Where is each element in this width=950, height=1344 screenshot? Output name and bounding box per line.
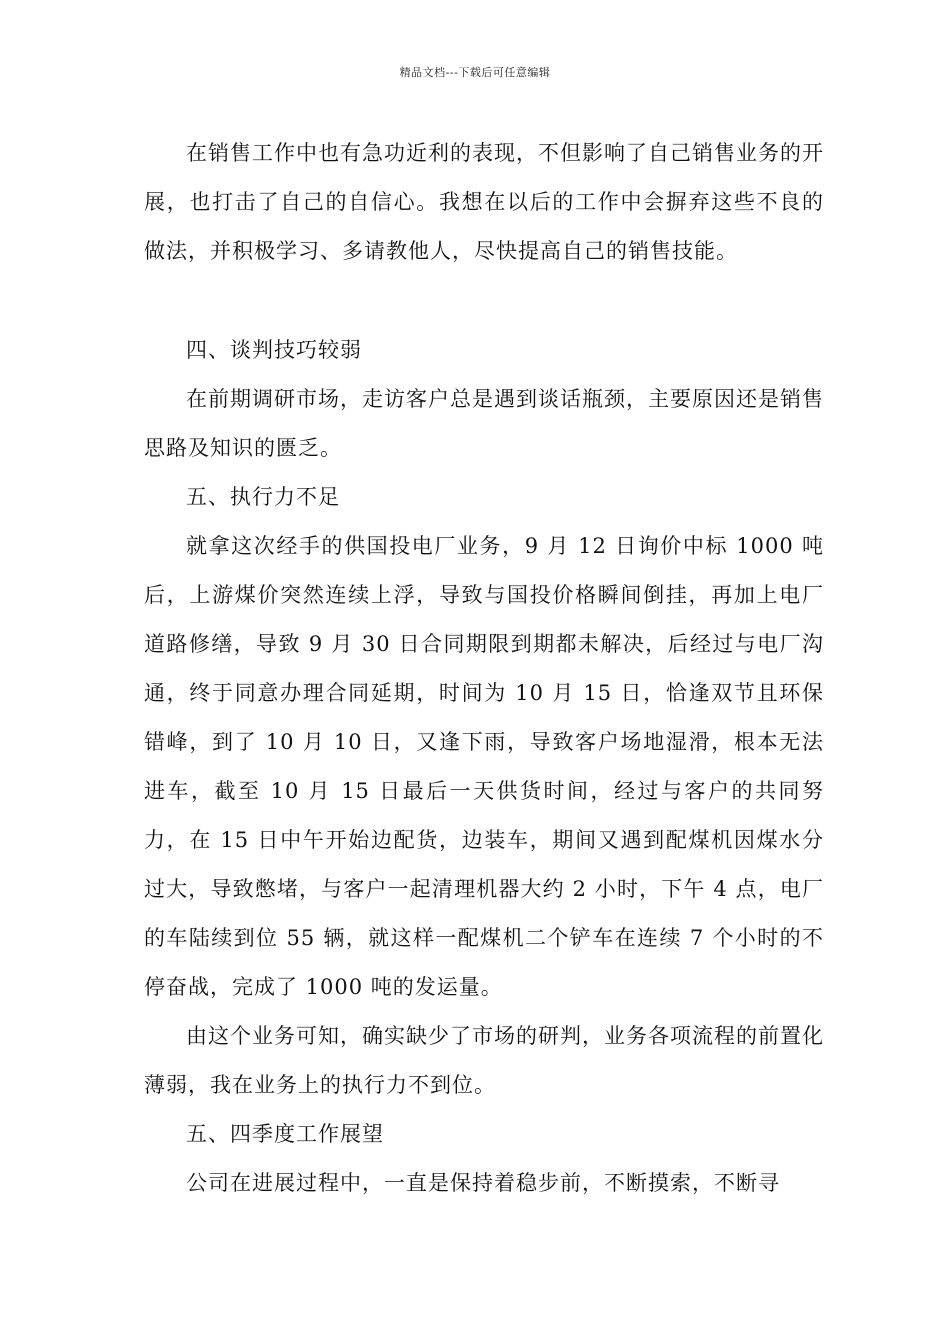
paragraph-power-plant-case: 就拿这次经手的供国投电厂业务，9 月 12 日询价中标 1000 吨后，上游煤价突然连续上浮，导致与国投价格瞬间倒挂，再加上电厂道路修缮，导致 9 月 30 日合同期限到期都未解决，后经过与电厂沟通，终于同意办理合同延期，时间为 10 月 15 日，恰逢双节且环保错峰，到了 10 月 10 日，又逢下雨，导致客户场地湿滑，根本无法进车，截至 10 月 15 日最后一天供货时间，经过与客户的共同努力，在 15 日中午开始边配货，边装车，期间又遇到配煤机因煤水分过大，导致憋堵，与客户一起清理机器大约 2 小时，下午 4 点，电厂的车陆续到位 55 辆，就这样一配煤机二个铲车在连续 7 个小时的不停奋战，完成了 1000 吨的发运量。 bbox=[144, 534, 824, 999]
page-header: 精品文档---下载后可任意编辑 bbox=[399, 66, 551, 79]
paragraph-sales-impatience: 在销售工作中也有急功近利的表现，不但影响了自己销售业务的开展，也打击了自己的自信心。我想在以后的工作中会摒弃这些不良的做法，并积极学习、多请教他人，尽快提高自己的销售技能。 bbox=[144, 141, 824, 263]
document-body bbox=[144, 129, 824, 1208]
paragraph-gap bbox=[144, 276, 824, 326]
paragraph-negotiation: 在前期调研市场，走访客户总是遇到谈话瓶颈，主要原因还是销售思路及知识的匮乏。 bbox=[144, 387, 824, 460]
paragraph-conclusion: 由这个业务可知，确实缺少了市场的研判，业务各项流程的前置化薄弱，我在业务上的执行力不到位。 bbox=[144, 1024, 824, 1097]
heading-q4-outlook: 五、四季度工作展望 bbox=[186, 1122, 384, 1146]
heading-execution: 五、执行力不足 bbox=[186, 485, 340, 509]
heading-negotiation-skills: 四、谈判技巧较弱 bbox=[186, 338, 362, 362]
paragraph-company-progress: 公司在进展过程中，一直是保持着稳步前，不断摸索，不断寻 bbox=[186, 1171, 780, 1195]
